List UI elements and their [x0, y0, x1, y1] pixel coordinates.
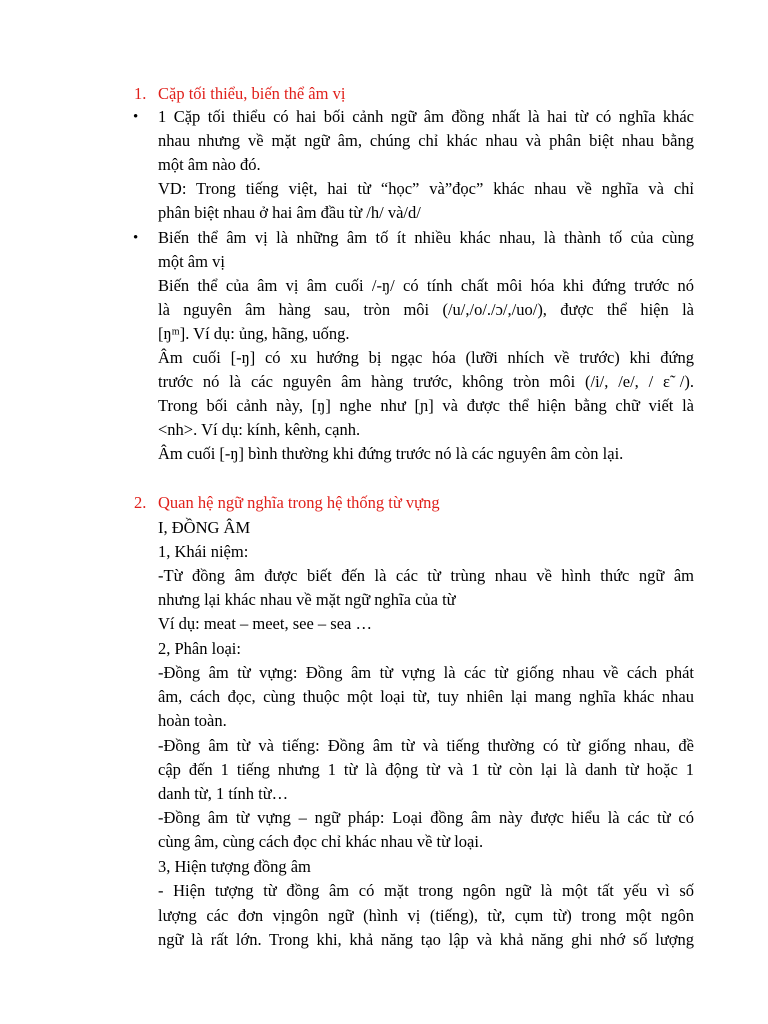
section-2-line: -Đồng âm từ và tiếng: Đồng âm từ và tiếng thường có từ giống nhau, đề: [158, 736, 694, 755]
section-2-line: - Hiện tượng từ đồng âm có mặt trong ngôn ngữ là một tất yếu vì số: [158, 881, 694, 900]
section-2-number: 2.: [134, 493, 147, 512]
bullet-1-line: 1 Cặp tối thiểu có hai bối cảnh ngữ âm đồng nhất là hai từ có nghĩa khác: [158, 107, 694, 126]
bullet-2-line: Biến thể của âm vị âm cuối /-ŋ/ có tính chất môi hóa khi đứng trước nó: [158, 276, 694, 295]
section-2-heading: Quan hệ ngữ nghĩa trong hệ thống từ vựng: [158, 493, 440, 512]
section-2-line: -Từ đồng âm được biết đến là các từ trùng nhau về hình thức ngữ âm: [158, 566, 694, 585]
bullet-2-line: một âm vị: [158, 252, 225, 271]
bullet-2-line: <nh>. Ví dụ: kính, kênh, cạnh.: [158, 420, 361, 439]
bullet-1-glyph: •: [133, 109, 139, 125]
bullet-1-line: một âm nào đó.: [158, 155, 261, 174]
bullet-2-line: Biến thể âm vị là những âm tố ít nhiều khác nhau, là thành tố của cùng: [158, 228, 694, 247]
section-2-line: 3, Hiện tượng đồng âm: [158, 857, 311, 876]
section-2-line: 1, Khái niệm:: [158, 542, 249, 561]
section-2-line: cập đến 1 tiếng nhưng 1 từ là động từ và 1 từ còn lại là danh từ hoặc 1: [158, 760, 694, 779]
section-1-heading: Cặp tối thiểu, biến thể âm vị: [158, 84, 346, 103]
bullet-1-line: nhau nhưng về mặt ngữ âm, chúng chỉ khác nhau và phân biệt nhau bằng: [158, 131, 694, 150]
bullet-1-line: phân biệt nhau ở hai âm đầu từ /h/ và/d/: [158, 203, 421, 222]
bullet-2-line: [ŋᵐ]. Ví dụ: ủng, hãng, uống.: [158, 324, 350, 343]
section-2-line: âm, cách đọc, cùng thuộc một loại từ, tuy nhiên lại mang nghĩa khác nhau: [158, 687, 694, 706]
section-2-line: 2, Phân loại:: [158, 639, 241, 658]
section-2-line: -Đồng âm từ vựng: Đồng âm từ vựng là các từ giống nhau về cách phát: [158, 663, 694, 682]
bullet-2-line: Âm cuối [-ŋ] có xu hướng bị ngạc hóa (lưỡi nhích về trước) khi đứng: [158, 348, 694, 367]
section-2-line: nhưng lại khác nhau về mặt ngữ nghĩa của từ: [158, 590, 456, 609]
section-2-line: ngữ là rất lớn. Trong khi, khả năng tạo lập và khả năng ghi nhớ số lượng: [158, 930, 694, 949]
bullet-2-line: là nguyên âm hàng sau, tròn môi (/u/,/o/./ɔ/,/uo/), được thể hiện là: [158, 300, 694, 319]
section-2-line: -Đồng âm từ vựng – ngữ pháp: Loại đồng âm này được hiểu là các từ có: [158, 808, 694, 827]
section-2-line: I, ĐỒNG ÂM: [158, 518, 251, 537]
bullet-2-glyph: •: [133, 230, 139, 246]
section-2-line: cùng âm, cùng cách đọc chỉ khác nhau về từ loại.: [158, 832, 484, 851]
section-2-line: hoàn toàn.: [158, 711, 227, 730]
section-2-line: Ví dụ: meat – meet, see – sea …: [158, 614, 372, 633]
section-1-number: 1.: [134, 84, 147, 103]
bullet-1-line: VD: Trong tiếng việt, hai từ “học” và”đọc” khác nhau về nghĩa và chỉ: [158, 179, 694, 198]
section-2-line: danh từ, 1 tính từ…: [158, 784, 289, 803]
bullet-2-line: trước nó là các nguyên âm hàng trước, không tròn môi (/i/, /e/, / ɛ̃ /).: [158, 372, 694, 391]
section-2-line: lượng các đơn vịngôn ngữ (hình vị (tiếng), từ, cụm từ) trong một ngôn: [158, 906, 694, 925]
bullet-2-line: Âm cuối [-ŋ] bình thường khi đứng trước nó là các nguyên âm còn lại.: [158, 444, 624, 463]
bullet-2-line: Trong bối cảnh này, [ŋ] nghe như [ɲ] và được thể hiện bằng chữ viết là: [158, 396, 694, 415]
